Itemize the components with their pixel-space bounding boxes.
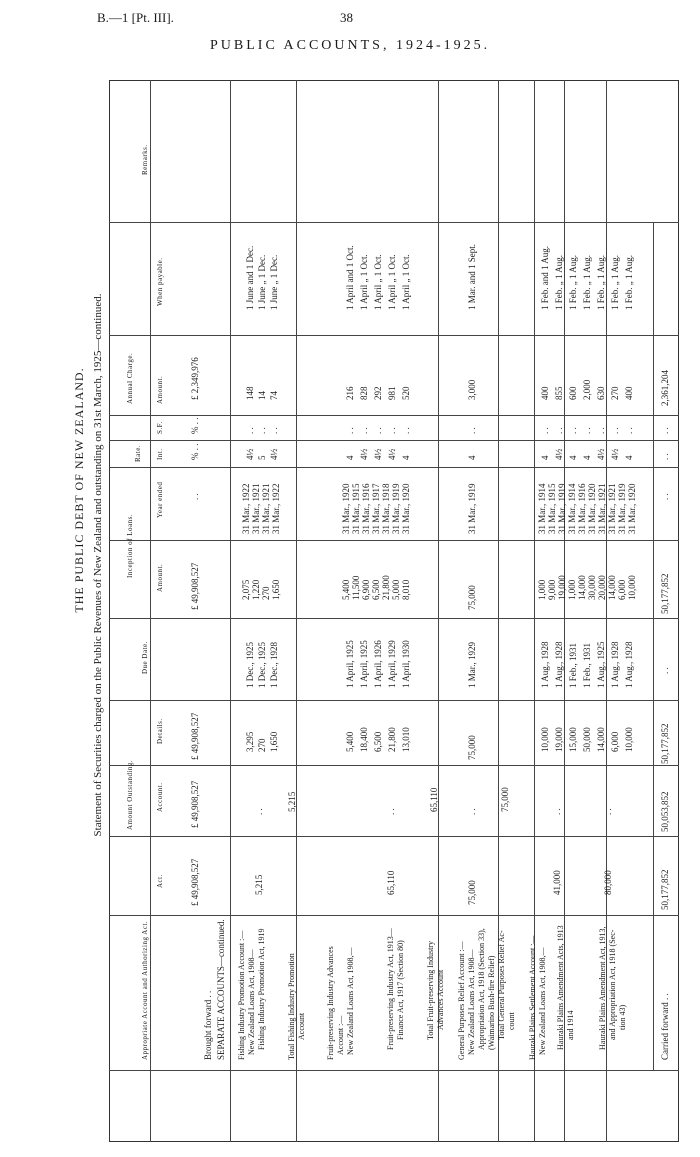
fishing-act: 5,215 bbox=[254, 874, 264, 895]
fishing-rate: 4½ bbox=[269, 448, 279, 460]
fishing-when-payable: 1 June „ 1 Dec. bbox=[257, 254, 267, 310]
carried-year: . . bbox=[660, 493, 670, 500]
brought-inception-amount: £ 49,908,527 bbox=[190, 562, 200, 610]
fruit-detail: 5,400 bbox=[345, 731, 355, 752]
general-details: 75,000 bbox=[467, 735, 477, 760]
hauraki-detail: 10,000 bbox=[624, 727, 634, 752]
general-amount: 75,000 bbox=[467, 585, 477, 610]
fishing-detail: 270 bbox=[257, 738, 267, 752]
fishing-loan-amount: 270 bbox=[261, 586, 271, 600]
hauraki-line-4: Hauraki Plains Amendment Act, 1913, bbox=[598, 926, 607, 1050]
page-number: 38 bbox=[340, 10, 353, 25]
fruit-when-payable: 1 April and 1 Oct. bbox=[345, 245, 355, 310]
fruit-year-ended: 31 Mar., 1918 bbox=[381, 483, 391, 534]
brought-act: £ 49,908,527 bbox=[190, 858, 200, 906]
hauraki-annual-amount: 400 bbox=[540, 386, 550, 400]
hauraki-year-ended: 31 Mar., 1919 bbox=[617, 483, 627, 534]
hauraki-detail: 10,000 bbox=[540, 727, 550, 752]
fishing-annual-amount: 74 bbox=[269, 391, 279, 400]
carried-act: 50,177,852 bbox=[660, 869, 670, 910]
hauraki-account-1: . . bbox=[552, 808, 562, 815]
fruit-detail: 6,500 bbox=[373, 731, 383, 752]
act-column-boundary bbox=[109, 836, 679, 837]
fruit-loan-amount: 6,500 bbox=[371, 579, 381, 600]
hauraki-loan-amount: 1,000 bbox=[537, 579, 547, 600]
fruit-due-date: 1 April, 1929 bbox=[387, 640, 397, 688]
hauraki-detail: 15,000 bbox=[568, 727, 578, 752]
table-subtitle: Statement of Securities charged on the Public Revenues of New Zealand and outstanding on 31st March, 1925—continued. bbox=[92, 293, 104, 837]
fishing-detail: 3,295 bbox=[245, 731, 255, 752]
fruit-loan-amount: 5,000 bbox=[391, 579, 401, 600]
general-line-3: (Waimarino Bush-fire Relief) bbox=[487, 955, 496, 1050]
carried-account: 50,053,852 bbox=[660, 791, 670, 832]
hauraki-due-date: 1 Aug., 1928 bbox=[610, 641, 620, 688]
hauraki-year-ended: 31 Mar., 1914 bbox=[567, 483, 577, 534]
carried-due: . . bbox=[660, 667, 670, 674]
hauraki-year-ended: 31 Mar., 1914 bbox=[537, 483, 547, 534]
hauraki-sf: . . bbox=[624, 427, 634, 434]
account-column-boundary bbox=[109, 765, 679, 766]
hauraki-line-1: New Zealand Loans Act, 1908,— bbox=[538, 947, 547, 1055]
fishing-sf: . . bbox=[245, 427, 255, 434]
details-column-boundary bbox=[109, 700, 679, 701]
general-when: 1 Mar. and 1 Sept. bbox=[467, 244, 477, 310]
doc-reference: B.—1 [Pt. III]. bbox=[97, 10, 174, 25]
fishing-sf: . . bbox=[257, 427, 267, 434]
general-sf: . . bbox=[467, 427, 477, 434]
general-ac: 3,000 bbox=[467, 379, 477, 400]
fruit-loan-amount: 21,800 bbox=[381, 575, 391, 600]
fruit-annual-amount: 828 bbox=[359, 386, 369, 400]
fishing-annual-amount: 14 bbox=[257, 391, 267, 400]
fruit-sf: . . bbox=[387, 427, 397, 434]
general-total-account: 75,000 bbox=[500, 787, 510, 812]
hauraki-sf: . . bbox=[540, 427, 550, 434]
hauraki-line-5: and Appropriation Act, 1918 (Sec- bbox=[608, 929, 617, 1040]
hauraki-loan-amount: 14,000 bbox=[607, 575, 617, 600]
fruit-total-2: Advances Account bbox=[436, 969, 445, 1030]
fruit-rate: 4½ bbox=[359, 448, 369, 460]
hauraki-year-ended: 31 Mar., 1921 bbox=[597, 483, 607, 534]
fishing-total-1: Total Fishing Industry Promotion bbox=[287, 953, 296, 1060]
fishing-line-1: New Zealand Loans Act, 1908— bbox=[247, 949, 256, 1055]
hauraki-line-6: tion 43) bbox=[618, 1004, 627, 1030]
hauraki-when-payable: 1 Feb. „ 1 Aug. bbox=[610, 255, 620, 310]
hauraki-loan-amount: 19,000 bbox=[557, 575, 567, 600]
hauraki-detail: 6,000 bbox=[610, 731, 620, 752]
general-line-1: New Zealand Loans Act, 1908— bbox=[467, 949, 476, 1055]
hauraki-annual-amount: 400 bbox=[624, 386, 634, 400]
hauraki-due-date: 1 Feb., 1931 bbox=[582, 643, 592, 688]
fruit-detail: 13,010 bbox=[401, 727, 411, 752]
fruit-heading-2: Account :— bbox=[336, 1015, 345, 1055]
fruit-sf: . . bbox=[345, 427, 355, 434]
fruit-total-1: Total Fruit-preserving Industry bbox=[426, 941, 435, 1040]
hauraki-annual-amount: 2,000 bbox=[582, 379, 592, 400]
fishing-when-payable: 1 June „ 1 Dec. bbox=[269, 254, 279, 310]
fruit-when-payable: 1 April „ 1 Oct. bbox=[401, 254, 411, 310]
when-boundary bbox=[109, 222, 679, 223]
fruit-when-payable: 1 April „ 1 Oct. bbox=[373, 254, 383, 310]
due-column-boundary bbox=[109, 618, 679, 619]
header-remarks: Remarks. bbox=[141, 144, 149, 175]
hauraki-detail: 14,000 bbox=[596, 727, 606, 752]
hauraki-rate: 4 bbox=[568, 455, 578, 460]
hauraki-rate: 4 bbox=[624, 455, 634, 460]
fruit-when-payable: 1 April „ 1 Oct. bbox=[387, 254, 397, 310]
hauraki-heading: Hauraki Plains Settlement Account :— bbox=[528, 935, 537, 1060]
sf-boundary bbox=[109, 415, 679, 416]
fishing-rate: 5 bbox=[257, 455, 267, 460]
brought-ac-amount: £ 2,349,976 bbox=[190, 357, 200, 400]
brought-forward-label: Brought forward . . bbox=[203, 990, 213, 1060]
table-main-title: THE PUBLIC DEBT OF NEW ZEALAND. bbox=[72, 367, 86, 613]
page-heading: PUBLIC ACCOUNTS, 1924-1925. bbox=[210, 38, 491, 53]
hauraki-detail: 50,000 bbox=[582, 727, 592, 752]
general-rate: 4 bbox=[467, 455, 477, 460]
fruit-line-2: Fruit-preserving Industry Act, 1913— bbox=[386, 928, 395, 1050]
hauraki-sf: . . bbox=[610, 427, 620, 434]
fishing-loan-amount: 2,075 bbox=[241, 579, 251, 600]
hauraki-loan-amount: 14,000 bbox=[577, 575, 587, 600]
ac-amount-boundary bbox=[109, 335, 679, 336]
carried-amount: 50,177,852 bbox=[660, 573, 670, 614]
fishing-year-ended: 31 Mar., 1922 bbox=[271, 483, 281, 534]
hauraki-sf: . . bbox=[596, 427, 606, 434]
header-ac-amount: Amount. bbox=[156, 375, 164, 404]
header-when-payable: When payable. bbox=[156, 257, 164, 306]
fruit-loan-amount: 6,900 bbox=[361, 579, 371, 600]
hauraki-due-date: 1 Aug., 1928 bbox=[540, 641, 550, 688]
hauraki-annual-amount: 600 bbox=[568, 386, 578, 400]
fishing-due-date: 1 Dec., 1925 bbox=[257, 642, 267, 688]
hauraki-sf: . . bbox=[568, 427, 578, 434]
fruit-when-payable: 1 April „ 1 Oct. bbox=[359, 254, 369, 310]
hauraki-annual-amount: 630 bbox=[596, 386, 606, 400]
hauraki-year-ended: 31 Mar., 1920 bbox=[587, 483, 597, 534]
hauraki-year-ended: 31 Mar., 1916 bbox=[577, 483, 587, 534]
hauraki-when-payable: 1 Feb. and 1 Aug. bbox=[540, 246, 550, 310]
fruit-sf: . . bbox=[373, 427, 383, 434]
brought-year: . . bbox=[190, 493, 200, 500]
header-due-date: Due Date. bbox=[141, 641, 149, 674]
header-rate: Rate. bbox=[134, 444, 142, 462]
fishing-loan-amount: 1,650 bbox=[271, 579, 281, 600]
fruit-annual-amount: 216 bbox=[345, 386, 355, 400]
fishing-year-ended: 31 Mar., 1921 bbox=[251, 483, 261, 534]
hauraki-due-date: 1 Aug., 1925 bbox=[596, 641, 606, 688]
col-divider-2 bbox=[230, 80, 231, 1142]
fruit-line-3: Finance Act, 1917 (Section 80) bbox=[396, 940, 405, 1040]
header-bottom-line bbox=[109, 1070, 679, 1071]
hauraki-loan-amount: 9,000 bbox=[547, 579, 557, 600]
left-column-boundary bbox=[109, 915, 679, 916]
col-divider-1 bbox=[150, 80, 151, 1142]
hauraki-detail: 19,000 bbox=[554, 727, 564, 752]
fruit-account: . . bbox=[386, 808, 396, 815]
carried-sf: . . bbox=[660, 427, 670, 434]
fishing-due-date: 1 Dec., 1928 bbox=[269, 642, 279, 688]
fishing-line-2: Fishing Industry Promotion Act, 1919 bbox=[257, 928, 266, 1050]
fruit-rate: 4½ bbox=[387, 448, 397, 460]
fishing-total-account: 5,215 bbox=[287, 791, 297, 812]
loan-amount-boundary bbox=[109, 540, 679, 541]
fruit-rate: 4 bbox=[401, 455, 411, 460]
fruit-annual-amount: 292 bbox=[373, 386, 383, 400]
hauraki-year-ended: 31 Mar., 1919 bbox=[557, 483, 567, 534]
hauraki-year-ended: 31 Mar., 1915 bbox=[547, 483, 557, 534]
header-act: Act. bbox=[156, 874, 164, 888]
hauraki-when-payable: 1 Feb. „ 1 Aug. bbox=[554, 255, 564, 310]
fruit-due-date: 1 April, 1930 bbox=[401, 640, 411, 688]
general-account: . . bbox=[467, 808, 477, 815]
fruit-sf: . . bbox=[359, 427, 369, 434]
hauraki-rate: 4 bbox=[540, 455, 550, 460]
hauraki-loan-amount: 10,000 bbox=[627, 575, 637, 600]
fruit-year-ended: 31 Mar., 1917 bbox=[371, 483, 381, 534]
fruit-act: 65,110 bbox=[386, 870, 396, 895]
fruit-detail: 18,400 bbox=[359, 727, 369, 752]
general-total-2: count bbox=[507, 1012, 516, 1030]
general-act: 75,000 bbox=[467, 880, 477, 905]
hauraki-loan-amount: 6,000 bbox=[617, 579, 627, 600]
fishing-detail: 1,650 bbox=[269, 731, 279, 752]
hauraki-rate: 4 bbox=[582, 455, 592, 460]
general-heading: General Purposes Relief Account :— bbox=[457, 941, 466, 1060]
fruit-total-account: 65,110 bbox=[429, 787, 439, 812]
brought-details: £ 49,908,527 bbox=[190, 712, 200, 760]
header-year-ended: Year ended bbox=[156, 481, 164, 518]
header-inception: Inception of Loans. bbox=[126, 513, 134, 578]
header-annual-charge: Annual Charge. bbox=[126, 352, 134, 404]
fishing-year-ended: 31 Mar., 1922 bbox=[241, 483, 251, 534]
hauraki-year-ended: 31 Mar., 1921 bbox=[607, 483, 617, 534]
brought-int: % . . bbox=[190, 443, 200, 460]
hauraki-rate: 4½ bbox=[554, 448, 564, 460]
hauraki-rate: 4½ bbox=[610, 448, 620, 460]
fruit-loan-amount: 11,500 bbox=[351, 575, 361, 600]
fruit-loan-amount: 8,010 bbox=[401, 579, 411, 600]
year-boundary bbox=[109, 467, 679, 468]
fruit-annual-amount: 520 bbox=[401, 386, 411, 400]
hauraki-when-payable: 1 Feb. „ 1 Aug. bbox=[596, 255, 606, 310]
hauraki-loan-amount: 20,000 bbox=[597, 575, 607, 600]
header-sf: S.F. bbox=[156, 421, 164, 434]
hauraki-when-payable: 1 Feb. „ 1 Aug. bbox=[582, 255, 592, 310]
fishing-sf: . . bbox=[269, 427, 279, 434]
fruit-due-date: 1 April, 1925 bbox=[345, 640, 355, 688]
header-amount-outstanding: Amount Outstanding. bbox=[126, 759, 134, 830]
hauraki-when-payable: 1 Feb. „ 1 Aug. bbox=[568, 255, 578, 310]
general-year: 31 Mar., 1919 bbox=[467, 483, 477, 534]
hauraki-annual-amount: 270 bbox=[610, 386, 620, 400]
hauraki-annual-amount: 855 bbox=[554, 386, 564, 400]
fruit-year-ended: 31 Mar., 1916 bbox=[361, 483, 371, 534]
hauraki-due-date: 1 Aug., 1928 bbox=[624, 641, 634, 688]
carried-details: 50,177,852 bbox=[660, 723, 670, 764]
fishing-annual-amount: 148 bbox=[245, 386, 255, 400]
fruit-annual-amount: 981 bbox=[387, 386, 397, 400]
hauraki-line-3: and 1914 bbox=[566, 1010, 575, 1040]
brought-account: £ 49,908,527 bbox=[190, 780, 200, 828]
carried-forward-label: Carried forward . . bbox=[660, 993, 670, 1060]
carried-int: . . bbox=[660, 453, 670, 460]
hauraki-loan-amount: 30,000 bbox=[587, 575, 597, 600]
header-account: Account. bbox=[156, 782, 164, 812]
hauraki-act-2: 80,000 bbox=[603, 870, 613, 895]
fruit-loan-amount: 5,400 bbox=[341, 579, 351, 600]
fruit-year-ended: 31 Mar., 1920 bbox=[401, 483, 411, 534]
fruit-line-1: New Zealand Loans Act, 1908,— bbox=[346, 947, 355, 1055]
fruit-due-date: 1 April, 1925 bbox=[359, 640, 369, 688]
carried-forward-rule bbox=[653, 222, 654, 1070]
fishing-rate: 4½ bbox=[245, 448, 255, 460]
fruit-rate: 4½ bbox=[373, 448, 383, 460]
fruit-year-ended: 31 Mar., 1920 bbox=[341, 483, 351, 534]
separate-accounts-label: SEPARATE ACCOUNTS—continued. bbox=[216, 919, 226, 1060]
fishing-when-payable: 1 June and 1 Dec. bbox=[245, 245, 255, 310]
hauraki-due-date: 1 Aug., 1928 bbox=[554, 641, 564, 688]
int-boundary bbox=[109, 440, 679, 441]
general-total-1: Total General Purposes Relief Ac- bbox=[497, 930, 506, 1040]
fishing-loan-amount: 1,220 bbox=[251, 579, 261, 600]
fruit-rate: 4 bbox=[345, 455, 355, 460]
fishing-due-date: 1 Dec., 1925 bbox=[245, 642, 255, 688]
fishing-account: . . bbox=[254, 808, 264, 815]
fruit-sf: . . bbox=[401, 427, 411, 434]
hauraki-loan-amount: 1,000 bbox=[567, 579, 577, 600]
hauraki-sf: . . bbox=[582, 427, 592, 434]
hauraki-sf: . . bbox=[554, 427, 564, 434]
header-appropriate: Appropriate Account and Authorizing Act. bbox=[141, 920, 149, 1060]
header-amount: Amount. bbox=[156, 563, 164, 592]
fruit-year-ended: 31 Mar., 1919 bbox=[391, 483, 401, 534]
fruit-due-date: 1 April, 1926 bbox=[373, 640, 383, 688]
hauraki-line-2: Hauraki Plains Amendment Acts, 1913 bbox=[556, 925, 565, 1050]
fruit-heading-1: Fruit-preserving Industry Advances bbox=[326, 946, 335, 1060]
fishing-heading: Fishing Industry Promotion Account :— bbox=[237, 930, 246, 1060]
fruit-year-ended: 31 Mar., 1915 bbox=[351, 483, 361, 534]
fruit-detail: 21,800 bbox=[387, 727, 397, 752]
hauraki-year-ended: 31 Mar., 1920 bbox=[627, 483, 637, 534]
fishing-year-ended: 31 Mar., 1921 bbox=[261, 483, 271, 534]
hauraki-account-2: . . bbox=[603, 808, 613, 815]
header-details: Details. bbox=[156, 718, 164, 744]
fishing-total-2: Account bbox=[297, 1012, 306, 1040]
general-line-2: Appropriation Act, 1918 (Section 33), bbox=[477, 928, 486, 1050]
header-int: Int. bbox=[156, 448, 164, 460]
carried-ac: 2,361,204 bbox=[660, 370, 670, 406]
general-due: 1 Mar., 1929 bbox=[467, 642, 477, 688]
hauraki-rate: 4½ bbox=[596, 448, 606, 460]
hauraki-act-1: 41,000 bbox=[552, 870, 562, 895]
brought-sf: % . . bbox=[190, 417, 200, 434]
hauraki-when-payable: 1 Feb. „ 1 Aug. bbox=[624, 255, 634, 310]
hauraki-due-date: 1 Feb., 1931 bbox=[568, 643, 578, 688]
